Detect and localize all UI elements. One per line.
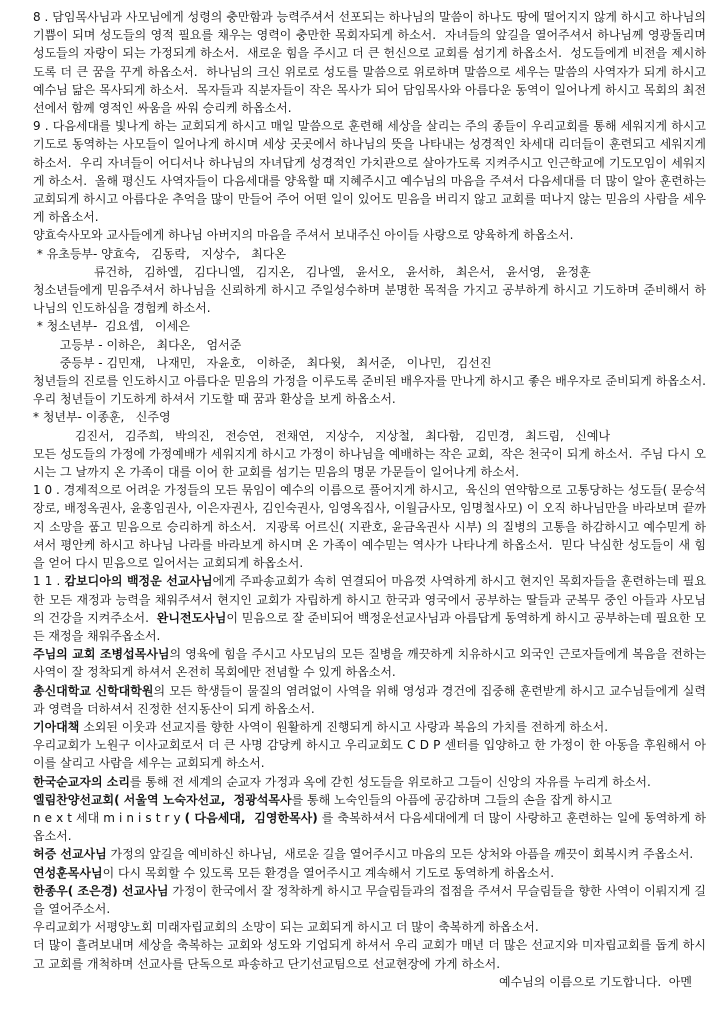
paragraph: 한국순교자의 소리를 통해 전 세계의 순교자 가정과 옥에 갇힌 성도들을 위로하고 그들이 신앙의 자유를 누리게 하소서.	[33, 774, 651, 789]
paragraph: 우리교회가 서평양노회 미래자립교회의 소망이 되는 교회되게 하시고 더 많이 축복하게 하옵소서.	[33, 920, 539, 935]
paragraph: 예수님의 이름으로 기도합니다. 아멘	[499, 974, 692, 989]
paragraph: 양효숙사모와 교사들에게 하나님 아버지의 마음을 주셔서 보내주신 아이들 사랑으로 양육하게 하옵소서.	[33, 228, 574, 243]
emphasized-name: 캄보디아의 백정운 선교사님	[64, 574, 213, 589]
paragraph: 엘림찬양선교회( 서울역 노숙자선교, 정광석목사를 통해 노숙인들의 아픔에 공감하며 그들의 손을 잡게 하시고	[33, 792, 612, 807]
emphasized-name: 허증 선교사님	[33, 847, 107, 862]
paragraph: 연성훈목사님이 다시 목회할 수 있도록 모든 환경을 열어주시고 계속해서 기도로 동역하게 하옵소서.	[33, 865, 555, 880]
paragraph: 더 많이 흘려보내며 세상을 축복하는 교회와 성도와 기업되게 하셔서 우리 교회가 매년 더 많은 선교지와 미자립교회를 돕게 하시고 교회를 개척하며 선교사를 단독으로 파송하고 단기선교팀으로 선교현장에 가게 하소서.	[33, 938, 706, 971]
emphasized-name: 기아대책	[33, 719, 80, 734]
emphasized-name: 한국순교자의 소리	[33, 774, 130, 789]
paragraph: 1 1 . 캄보디아의 백정운 선교사님에게 주파송교회가 속히 연결되어 마음껏 사역하게 하시고 현지인 목회자들을 훈련하는데 필요한 모든 재정과 능력을 채워주셔서 현지인 교회가 자립하게 하시고 한국과 영국에서 공부하는 딸들과 군복무 중인 아들과 사모님의 건강을 지켜주소서. 완니전도사님이 믿음으로 잘 준비되어 백정운선교사님과 아름답게 동역하게 하시고 공부하는데 필요한 모든 재정을 채워주옵소서.	[33, 574, 706, 643]
paragraph: 고등부 - 이하은, 최다온, 엄서준	[33, 337, 242, 352]
paragraph: 류건하, 김하엘, 김다니엘, 김지온, 김나엘, 윤서오, 윤서하, 최은서, 윤서영, 윤정훈	[33, 264, 591, 279]
emphasized-name: 한종우( 조은경) 선교사님	[33, 883, 169, 898]
paragraph: 8 . 담임목사님과 사모님에게 성령의 충만함과 능력주셔서 선포되는 하나님의 말씀이 하나도 땅에 떨어지지 않게 하시고 하나님의 기쁨이 되며 성도들의 영적 필요를 채우는 영력이 충만한 목회자되게 하소서. 자녀들의 앞길을 열어주셔서 하나님께 영광돌리며 성도들의 자랑이 되는 가정되게 하소서. 새로운 힘을 주시고 더 큰 헌신으로 교회를 섬기게 하옵소서. 성도들에게 비전을 제시하도록 더 큰 꿈을 꾸게 하옵소서. 하나님의 크신 위로로 성도를 말씀으로 위로하며 말씀으로 세우는 말씀의 사역자가 되게 하시고 예수님 닮은 목사되게 하소서. 목자들과 직분자들이 작은 목사가 되어 담임목사와 아름다운 동역이 일어나게 하시고 목회의 최전선에서 함께 영적인 싸움을 싸워 승리케 하옵소서.	[33, 10, 710, 116]
paragraph: * 유초등부- 양효숙, 김동락, 지상수, 최다온	[33, 246, 287, 261]
paragraph: 9 . 다음세대를 빛나게 하는 교회되게 하시고 매일 말씀으로 훈련해 세상을 살리는 주의 종들이 우리교회를 통해 세워지게 하시고 기도로 동역하는 사모들이 일어나게 하시며 세상 곳곳에서 하나님의 뜻을 나타내는 성경적인 차세대 리더들이 훈련되고 세워지게 하소서. 우리 자녀들이 어디서나 하나님의 자녀답게 성경적인 가치관으로 살아가도록 지켜주시고 인근학교에 기도모임이 세워지게 하소서. 올해 평신도 사역자들이 다음세대를 양육할 때 지혜주시고 예수님의 마음을 주셔서 다음세대를 더 많이 알아 훈련하는 교회되게 하시고 아름다운 추억을 많이 만들어 주어 어떤 일이 있어도 믿음을 버리지 않고 교회를 떠나지 않는 믿음의 사람을 세우게 하옵소서.	[33, 119, 710, 225]
emphasized-name: 엘림찬양선교회( 서울역 노숙자선교, 정광석목사	[33, 792, 292, 807]
paragraph: 김진서, 김주희, 박의진, 전승연, 전채연, 지상수, 지상철, 최다함, 김민경, 최드림, 신예나	[33, 428, 611, 443]
paragraph: 우리교회가 노원구 이사교회로서 더 큰 사명 감당케 하시고 우리교회도 C D P 센터를 입양하고 한 가정이 한 아동을 후원해서 아이를 살리고 사람을 세우는 교회되게 하소서.	[33, 738, 706, 771]
paragraph: 기아대책 소외된 이웃과 선교지를 향한 사역이 원활하게 진행되게 하시고 사랑과 복음의 가치를 전하게 하소서.	[33, 719, 609, 734]
paragraph: 모든 성도들의 가정에 가정예배가 세워지게 하시고 가정이 하나님을 예배하는 작은 교회, 작은 천국이 되게 하소서. 주님 다시 오시는 그 날까지 온 가족이 대를 이어 한 교회를 섬기는 믿음의 명문 가문들이 일어나게 하소서.	[33, 446, 706, 480]
paragraph: 청년들의 진로를 인도하시고 아름다운 믿음의 가정을 이루도록 준비된 배우자를 만나게 하시고 좋은 배우자로 준비되게 하옵소서. 우리 청년들이 기도하게 하셔서 기도할 때 꿈과 환상을 보게 하옵소서.	[33, 374, 714, 407]
paragraph: 주님의 교회 조병섭목사님의 영육에 힘을 주시고 사모님의 모든 질병을 깨끗하게 치유하시고 외국인 근로자들에게 복음을 전하는 사역이 잘 정착되게 하셔서 온전히 목회에만 전념할 수 있게 하옵소서.	[33, 647, 710, 680]
paragraph: 1 0 . 경제적으로 어려운 가정들의 모든 묶임이 예수의 이름으로 풀어지게 하시고, 육신의 연약함으로 고통당하는 성도들( 문승석장로, 배정옥권사, 윤홍임권사, 이은자권사, 김인숙권사, 임영옥집사, 이월금사모, 임명철사모) 이 오직 하나님만을 바라보며 끝까지 소망을 품고 믿음으로 승리하게 하소서. 지광록 어르신( 지관호, 윤금옥권사 시부) 의 질병의 고통을 하감하시고 예수믿게 하셔서 평안케 하시고 하나님 나라를 바라보게 하시며 온 가족이 예수믿는 역사가 나타나게 하옵소서. 믿다 낙심한 성도들이 새 힘을 얻어 다시 믿음으로 일어서는 교회되게 하옵소서.	[33, 483, 706, 571]
paragraph: 한종우( 조은경) 선교사님 가정이 한국에서 잘 정착하게 하시고 무슬림들과의 접점을 주셔서 무슬림들을 향한 사역이 이뤄지게 길을 열어주소서.	[33, 883, 706, 916]
emphasized-name: 완니전도사님	[156, 610, 227, 625]
paragraph: n e x t 세대 m i n i s t r y ( 다음세대, 김영한목사) 를 축복하셔서 다음세대에게 더 많이 사랑하고 훈련하는 일에 동역하게 하옵소서.	[33, 810, 706, 844]
paragraph: 총신대학교 신학대학원의 모든 학생들이 물질의 염려없이 사역을 위해 영성과 경건에 집중해 훈련받게 하시고 교수님들에게 실력과 영력을 더하셔서 진정한 선지동산이 되게 하옵소서.	[33, 683, 706, 716]
paragraph: 청소년들에게 믿음주셔서 하나님을 신뢰하게 하시고 주일성수하며 분명한 목적을 가지고 공부하게 하시고 기도하며 준비해서 하나님의 인도하심을 경험케 하소서.	[33, 283, 706, 316]
emphasized-name: 총신대학교 신학대학원	[33, 683, 154, 698]
emphasized-name: 연성훈목사님	[33, 865, 103, 880]
paragraph: * 청년부- 이종훈, 신주영	[33, 410, 171, 425]
emphasized-name: ( 다음세대, 김영한목사)	[184, 810, 318, 825]
paragraph: 허증 선교사님 가정의 앞길을 예비하신 하나님, 새로운 길을 열어주시고 마음의 모든 상처와 아픔을 깨끗이 회복시켜 주옵소서.	[33, 847, 694, 862]
paragraph: 중등부 - 김민재, 나재민, 자윤호, 이하준, 최다윗, 최서준, 이나민, 김선진	[33, 355, 492, 370]
paragraph: * 청소년부- 김요셉, 이세은	[33, 319, 190, 334]
emphasized-name: 주님의 교회 조병섭목사님	[33, 647, 170, 662]
